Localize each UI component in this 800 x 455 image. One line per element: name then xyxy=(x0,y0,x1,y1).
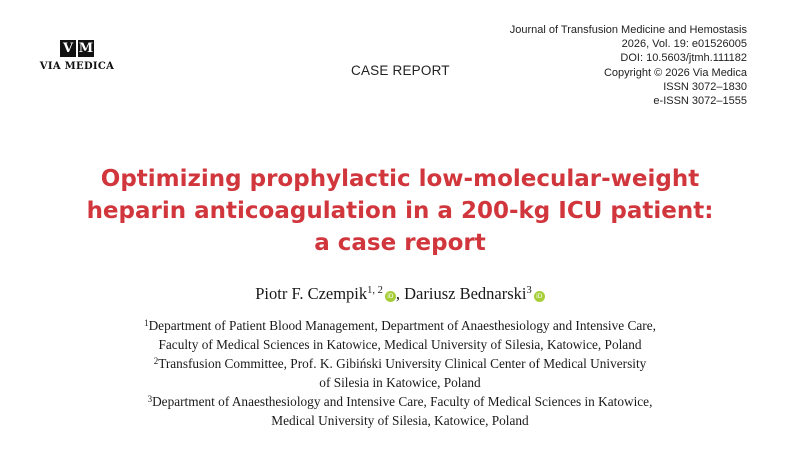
logo-text: VIA MEDICA xyxy=(39,61,115,72)
logo-mark xyxy=(38,40,116,57)
affiliation-number: 2 xyxy=(153,356,159,366)
affiliation-text: Transfusion Committee, Prof. K. Gibiński University Clinical Center of Medical University xyxy=(158,356,647,371)
affiliation-list xyxy=(0,316,800,430)
title-line-1: Optimizing prophylactic low-molecular-weight xyxy=(100,166,700,192)
journal-name: Journal of Transfusion Medicine and Hemostasis xyxy=(509,24,747,36)
via-medica-logo xyxy=(38,40,116,72)
logo-mark-v: V xyxy=(60,40,76,57)
orcid-icon[interactable]: iD xyxy=(534,291,545,302)
author-separator: , xyxy=(395,284,405,303)
author-list xyxy=(0,284,800,304)
title-line-3: a case report xyxy=(314,230,486,256)
author-affiliation-sup: 1, 2 xyxy=(367,285,383,296)
affiliation-number: 1 xyxy=(144,318,149,328)
article-type: CASE REPORT xyxy=(351,63,450,78)
journal-copyright: Copyright © 2026 Via Medica xyxy=(603,66,747,79)
article-title xyxy=(0,163,800,259)
affiliation-2-line-1 xyxy=(0,354,800,373)
author-name: Piotr F. Czempik xyxy=(255,284,368,303)
affiliation-1-line-2: Faculty of Medical Sciences in Katowice, Medical University of Silesia, Katowice, Poland xyxy=(158,337,642,352)
affiliation-3-line-1 xyxy=(0,392,800,411)
orcid-icon[interactable]: iD xyxy=(385,291,396,302)
journal-volume: 2026, Vol. 19: e01526005 xyxy=(621,38,747,51)
affiliation-text: Department of Anaesthesiology and Intensive Care, Faculty of Medical Sciences in Katowice, xyxy=(152,394,653,409)
author-affiliation-sup: 3 xyxy=(526,285,532,296)
logo-mark-m: M xyxy=(78,41,94,56)
author-name: Dariusz Bednarski xyxy=(404,284,527,303)
affiliation-2-line-2: of Silesia in Katowice, Poland xyxy=(319,375,481,390)
title-line-2: heparin anticoagulation in a 200-kg ICU patient: xyxy=(86,198,714,224)
affiliation-3-line-2: Medical University of Silesia, Katowice, Poland xyxy=(271,413,529,428)
journal-doi[interactable]: DOI: 10.5603/jtmh.111182 xyxy=(620,52,747,65)
journal-eissn: e-ISSN 3072–1555 xyxy=(653,95,747,108)
affiliation-1-line-1 xyxy=(0,316,800,335)
journal-meta xyxy=(510,23,747,108)
affiliation-number: 3 xyxy=(147,394,153,404)
journal-issn: ISSN 3072–1830 xyxy=(663,80,747,93)
affiliation-text: Department of Patient Blood Management, Department of Anaesthesiology and Intensive Care, xyxy=(148,318,656,333)
